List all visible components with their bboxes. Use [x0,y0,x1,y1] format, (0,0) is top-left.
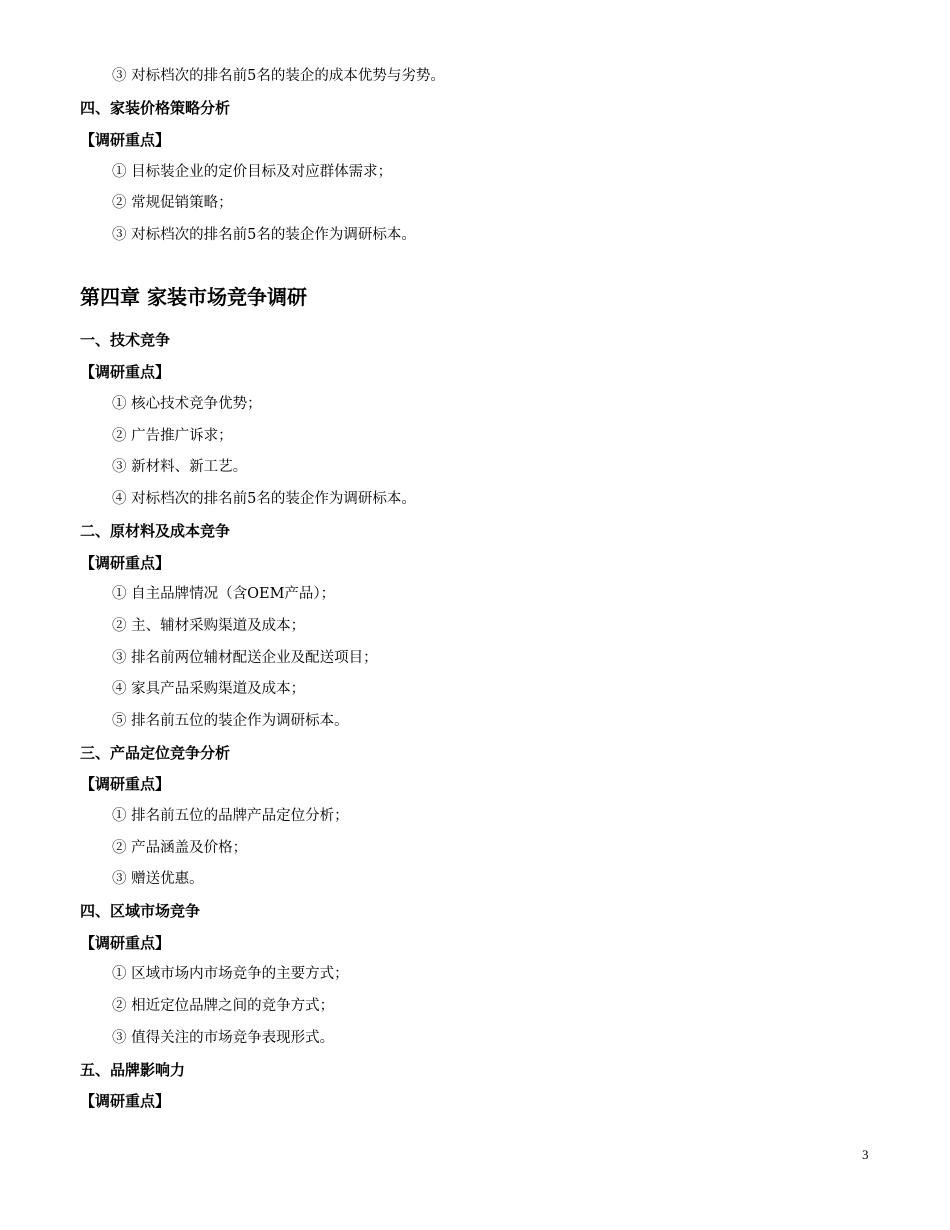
section-heading: 四、区域市场竞争 [80,902,201,920]
research-focus-label: 【调研重点】 [80,934,171,952]
section-heading: 五、品牌影响力 [80,1061,186,1079]
section-heading: 二、原材料及成本竞争 [80,522,231,540]
section-heading: 三、产品定位竞争分析 [80,744,231,762]
list-item: ④ 对标档次的排名前5名的装企作为调研标本。 [112,491,416,507]
section-heading: 四、家装价格策略分析 [80,99,231,117]
research-focus-label: 【调研重点】 [80,775,171,793]
list-item: ③ 新材料、新工艺。 [112,459,248,475]
list-item: ① 目标装企业的定价目标及对应群体需求； [112,164,393,180]
list-item: ⑤ 排名前五位的装企作为调研标本。 [112,713,349,729]
list-item: ④ 家具产品采购渠道及成本； [112,681,306,697]
research-focus-label: 【调研重点】 [80,363,171,381]
list-item: ③ 对标档次的排名前5名的装企作为调研标本。 [112,227,416,243]
page-number: 3 [862,1147,869,1162]
list-item: ③ 值得关注的市场竞争表现形式。 [112,1030,335,1046]
list-item: ② 广告推广诉求； [112,428,233,444]
list-item: ③ 对标档次的排名前5名的装企的成本优势与劣势。 [112,68,445,84]
list-item: ② 常规促销策略； [112,195,233,211]
research-focus-label: 【调研重点】 [80,554,171,572]
research-focus-label: 【调研重点】 [80,1092,171,1110]
list-item: ① 核心技术竞争优势； [112,396,262,412]
list-item: ① 排名前五位的品牌产品定位分析； [112,808,349,824]
list-item: ① 自主品牌情况（含OEM产品）； [112,586,336,602]
list-item: ② 主、辅材采购渠道及成本； [112,618,306,634]
chapter-title: 第四章 家装市场竞争调研 [80,285,307,309]
list-item: ③ 排名前两位辅材配送企业及配送项目； [112,650,378,666]
list-item: ② 相近定位品牌之间的竞争方式； [112,998,335,1014]
list-item: ③ 赠送优惠。 [112,871,204,887]
section-heading: 一、技术竞争 [80,331,171,349]
research-focus-label: 【调研重点】 [80,131,171,149]
list-item: ① 区域市场内市场竞争的主要方式； [112,966,349,982]
list-item: ② 产品涵盖及价格； [112,840,248,856]
